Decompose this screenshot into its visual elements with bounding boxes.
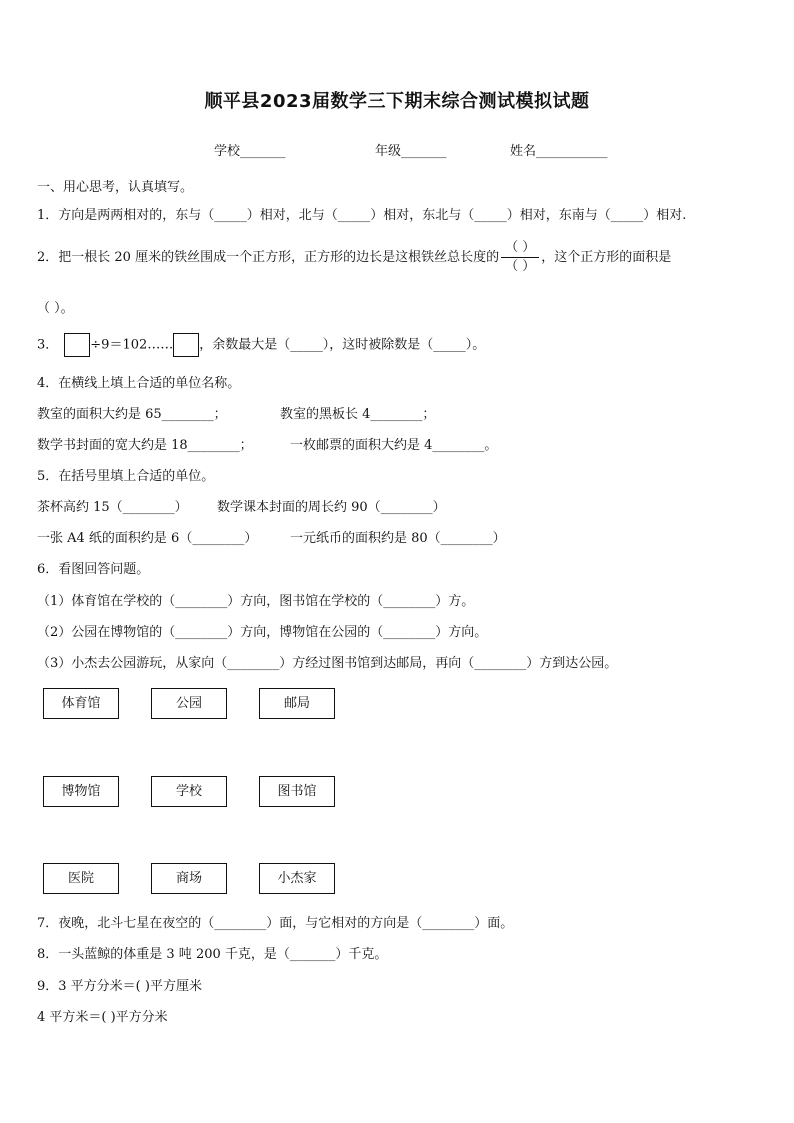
question-3-tail: ，余数最大是（_____），这时被除数是（_____）。 — [199, 337, 486, 353]
question-3-middle: ÷9＝102…… — [90, 337, 174, 353]
question-5-a: 茶杯高约 15（________） — [37, 500, 188, 515]
question-4-a: 教室的面积大约是 65________； — [37, 407, 227, 422]
place-box-post-office: 邮局 — [259, 688, 335, 719]
question-4-b: 教室的黑板长 4________； — [280, 407, 436, 422]
page-title: 顺平县2023届数学三下期末综合测试模拟试题 — [204, 91, 590, 112]
grade-field[interactable]: 年级_______ — [375, 144, 447, 159]
question-9-b: 4 平方米＝( )平方分米 — [37, 1010, 168, 1025]
question-5-d: 一元纸币的面积约是 80（________） — [290, 531, 506, 546]
school-field[interactable]: 学校_______ — [214, 144, 286, 159]
fraction — [501, 240, 539, 275]
question-2-text: 2．把一根长 20 厘米的铁丝围成一个正方形，正方形的边长是这根铁丝总长度的 — [37, 250, 500, 265]
question-6-stem: 6．看图回答问题。 — [37, 562, 150, 577]
question-3-number: 3． — [37, 337, 59, 353]
question-9-a: 9．3 平方分米＝( )平方厘米 — [37, 979, 202, 994]
question-5-b: 数学课本封面的周长约 90（________） — [217, 500, 446, 515]
question-2-text-after: ，这个正方形的面积是 — [541, 250, 672, 265]
place-box-mall: 商场 — [151, 863, 227, 894]
name-field[interactable]: 姓名___________ — [510, 144, 608, 159]
remainder-box[interactable] — [173, 333, 199, 357]
place-box-hospital: 医院 — [43, 863, 119, 894]
dividend-box[interactable] — [64, 333, 90, 357]
question-6-part-3: （3）小杰去公园游玩，从家向（________）方经过图书馆到达邮局，再向（________）方到达公园。 — [37, 656, 618, 671]
question-8: 8．一头蓝鲸的体重是 3 吨 200 千克，是（_______）千克。 — [37, 947, 388, 962]
question-4-stem: 4．在横线上填上合适的单位名称。 — [37, 376, 241, 391]
question-1: 1．方向是两两相对的，东与（_____）相对，北与（_____）相对，东北与（_____）相对，东南与（_____）相对. — [37, 208, 687, 223]
section-heading: 一、用心思考，认真填写。 — [37, 180, 194, 195]
place-box-park: 公园 — [151, 688, 227, 719]
place-box-library: 图书馆 — [259, 776, 335, 807]
question-3 — [37, 333, 485, 357]
fraction-numerator-blank[interactable]: （ ） — [505, 240, 536, 255]
question-5-stem: 5．在括号里填上合适的单位。 — [37, 469, 215, 484]
place-box-museum: 博物馆 — [43, 776, 119, 807]
question-4-c: 数学书封面的宽大约是 18________； — [37, 438, 253, 453]
question-6-part-2: （2）公园在博物馆的（________）方向，博物馆在公园的（________）方向。 — [37, 625, 488, 640]
question-5-c: 一张 A4 纸的面积约是 6（________） — [37, 531, 258, 546]
question-2 — [37, 240, 671, 275]
fraction-bar — [501, 257, 539, 258]
fraction-denominator-blank[interactable]: （ ） — [505, 259, 536, 274]
place-box-xiaojie-home: 小杰家 — [259, 863, 335, 894]
question-7: 7．夜晚，北斗七星在夜空的（________）面，与它相对的方向是（________）面。 — [37, 916, 514, 931]
question-6-part-1: （1）体育馆在学校的（________）方向，图书馆在学校的（________）方。 — [37, 594, 475, 609]
question-2-answer[interactable]: （ ）。 — [37, 301, 74, 316]
question-4-d: 一枚邮票的面积大约是 4________。 — [290, 438, 498, 453]
place-box-school: 学校 — [151, 776, 227, 807]
place-box-stadium: 体育馆 — [43, 688, 119, 719]
